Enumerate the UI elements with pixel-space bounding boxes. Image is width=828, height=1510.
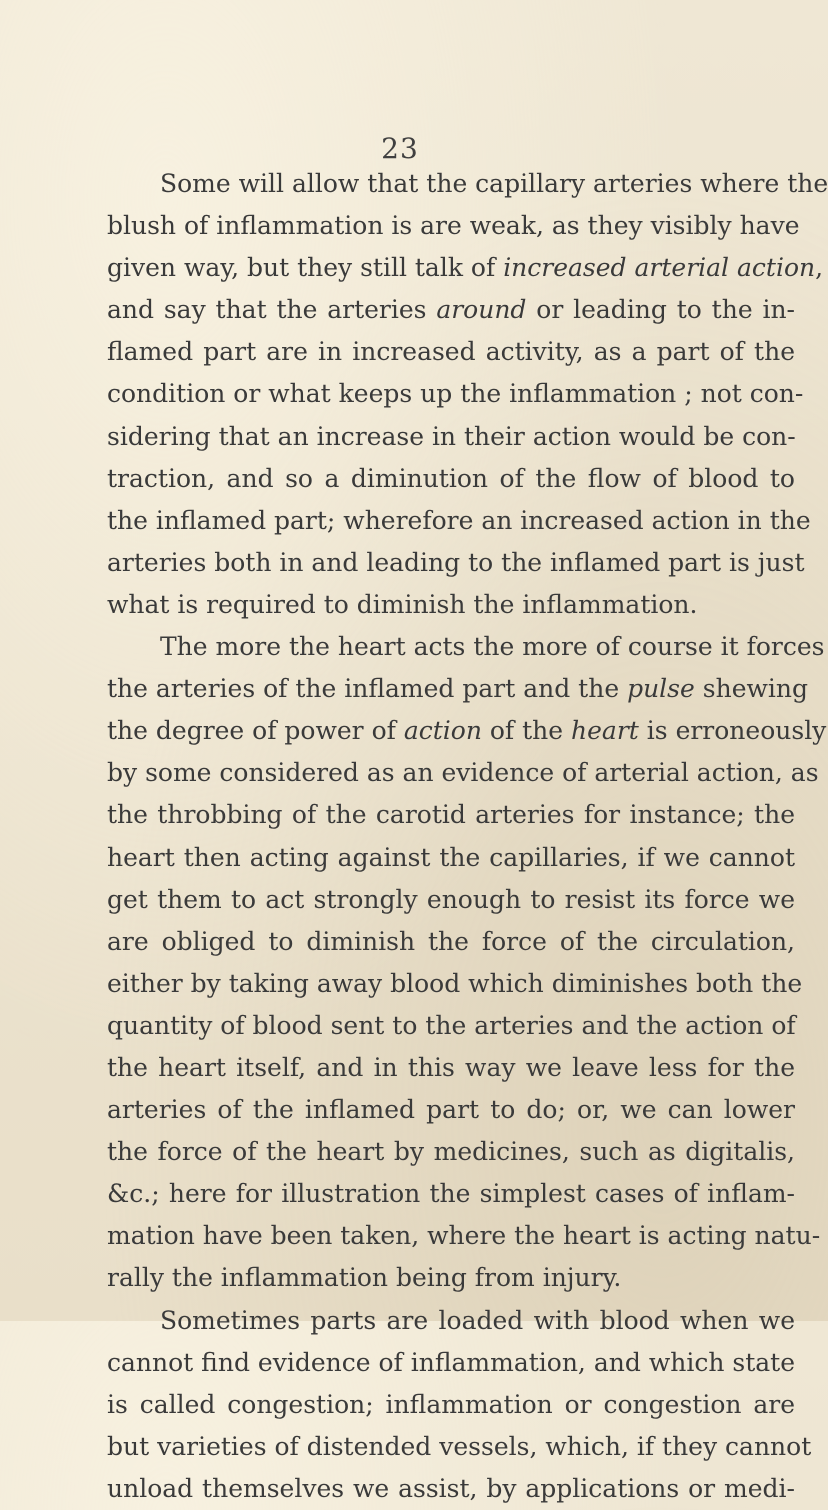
text-line: arteries both in and leading to the inflamed part is just <box>107 547 805 577</box>
italic-phrase: pulse <box>627 674 695 704</box>
text-line: either by taking away blood which diminishes both the <box>107 968 803 998</box>
text-line: mation have been taken, where the heart is acting natu- <box>107 1221 821 1251</box>
text-line: condition or what keeps up the inflammation ; not con- <box>107 379 804 409</box>
text-line: sidering that an increase in their action would be con- <box>107 421 796 451</box>
text-line: rally the inflammation being from injury. <box>107 1263 622 1293</box>
text-line: The more the heart acts the more of course it forces <box>160 632 825 662</box>
text-line: what is required to diminish the inflammation. <box>107 589 698 619</box>
text-line: by some considered as an evidence of arterial action, as <box>107 758 819 788</box>
text-line: arteries of the inflamed part to do; or, we can lower <box>107 1095 795 1125</box>
text-line: the degree of power of action of the heart is erroneously <box>107 716 827 746</box>
text-line: the force of the heart by medicines, such as digitalis, <box>107 1137 795 1167</box>
text-line: the arteries of the inflamed part and the pulse shewing <box>107 674 808 704</box>
text-line: Some will allow that the capillary arteries where the <box>160 169 828 198</box>
text-line: but varieties of distended vessels, which, if they cannot <box>107 1431 812 1461</box>
text-line: traction, and so a diminution of the flow of blood to <box>107 463 795 493</box>
text-line: Sometimes parts are loaded with blood when we <box>160 1305 795 1335</box>
text-line: flamed part are in increased activity, as a part of the <box>107 337 795 367</box>
text-line: are obliged to diminish the force of the circulation, <box>107 926 795 956</box>
text-line: unload themselves we assist, by applications or medi- <box>107 1473 795 1503</box>
italic-phrase: increased arterial action <box>503 253 816 283</box>
italic-phrase: action <box>403 716 482 746</box>
text-line: the heart itself, and in this way we leave less for the <box>107 1052 795 1082</box>
text-line: is called congestion; inflammation or congestion are <box>107 1389 795 1419</box>
text-line: the inflamed part; wherefore an increased action in the <box>107 505 811 535</box>
text-line: get them to act strongly enough to resist its force we <box>107 884 795 914</box>
text-line: quantity of blood sent to the arteries and the action of <box>107 1010 796 1040</box>
body-text <box>107 163 828 1510</box>
text-line: heart then acting against the capillaries, if we cannot <box>107 842 795 872</box>
text-line: &c.; here for illustration the simplest cases of inflam- <box>107 1179 795 1209</box>
text-line: cannot find evidence of inflammation, and which state <box>107 1347 795 1377</box>
italic-phrase: around <box>436 295 527 325</box>
text-line: blush of inflammation is are weak, as they visibly have <box>107 211 800 241</box>
italic-phrase: heart <box>571 716 639 746</box>
text-line: the throbbing of the carotid arteries for instance; the <box>107 800 795 830</box>
text-line: and say that the arteries around or leading to the in- <box>107 295 795 325</box>
page-number: 23 <box>381 132 419 165</box>
text-line: given way, but they still talk of increased arterial action, <box>107 253 824 283</box>
